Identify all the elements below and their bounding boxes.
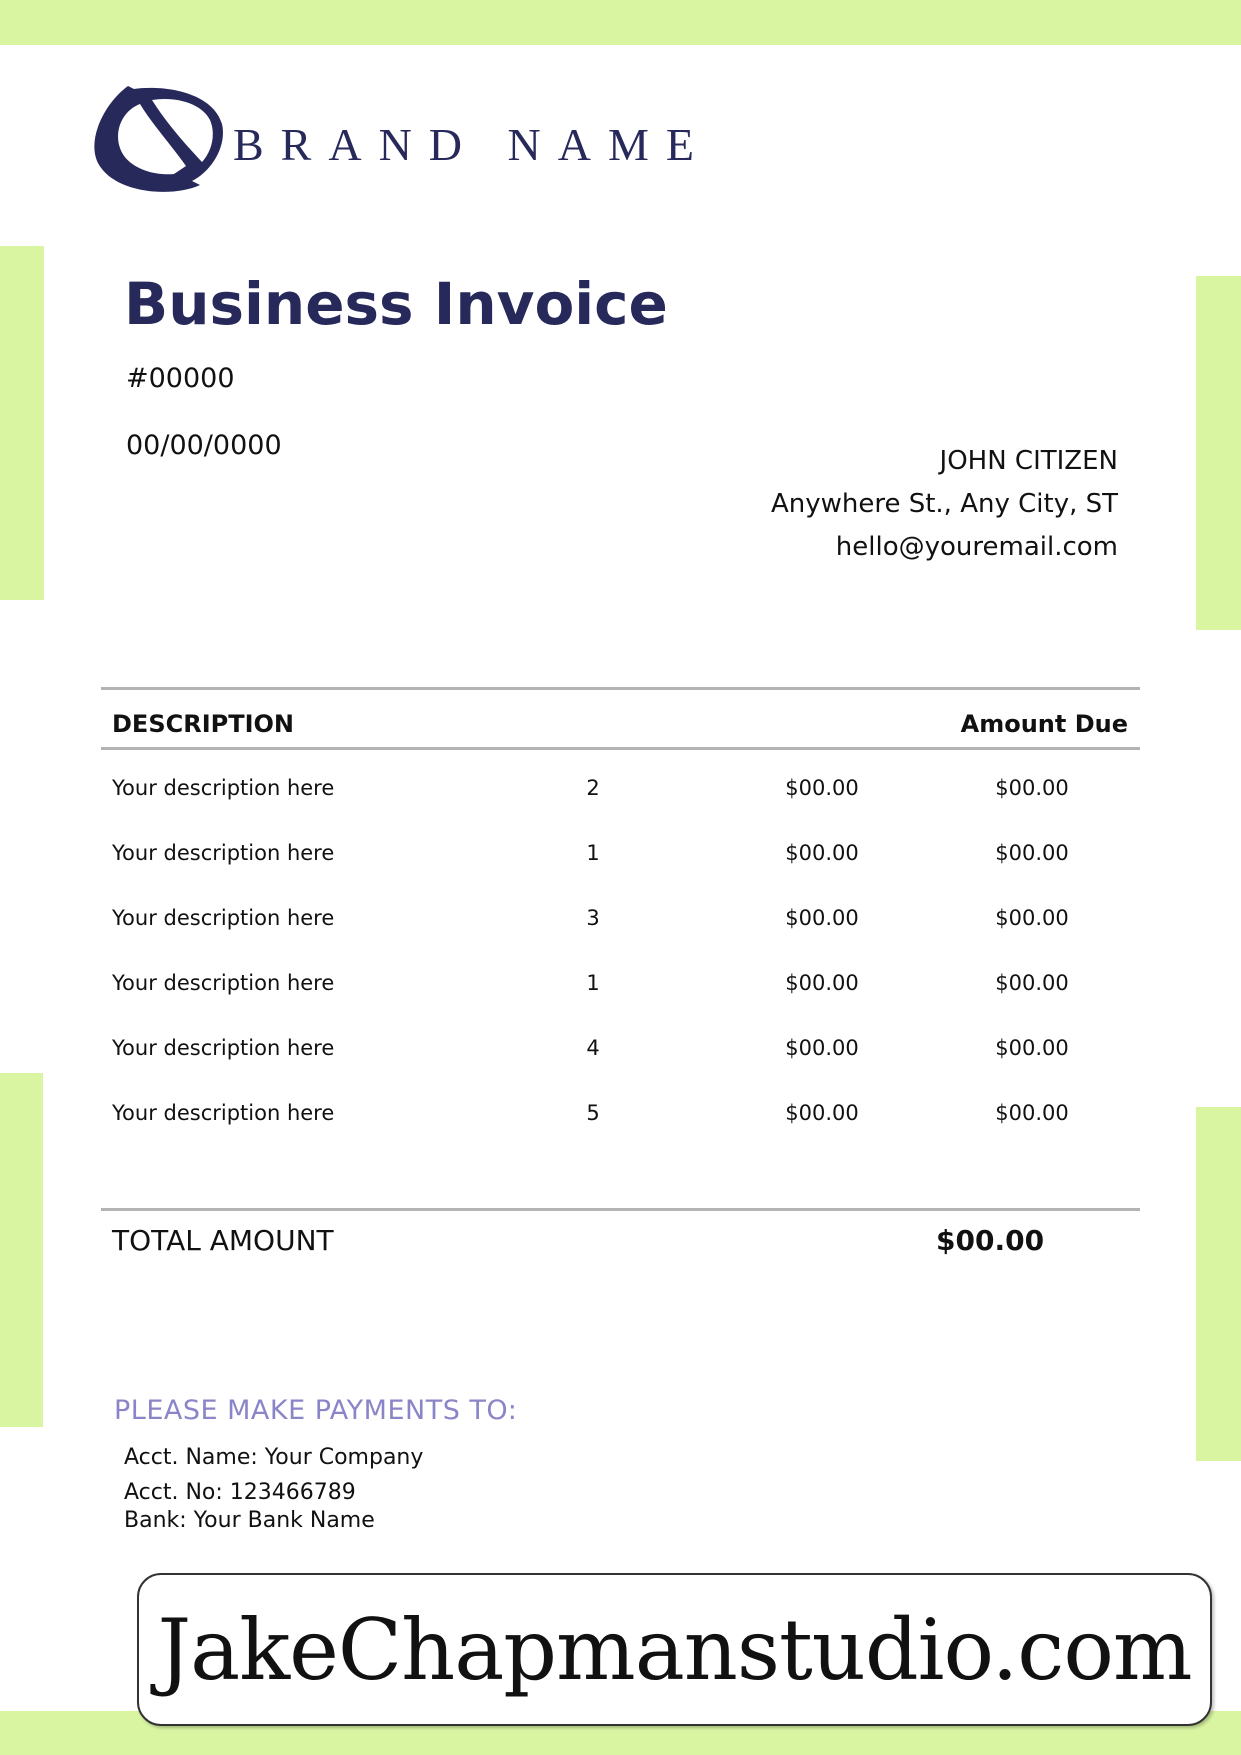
- total-rule: [101, 1208, 1140, 1211]
- row-amount: $00.00: [995, 1101, 1069, 1125]
- header-description: DESCRIPTION: [112, 710, 295, 738]
- right-accent-bar-upper: [1196, 276, 1241, 630]
- row-unit-price: $00.00: [785, 776, 859, 800]
- row-amount: $00.00: [995, 906, 1069, 930]
- row-quantity: 5: [586, 1101, 600, 1125]
- row-description: Your description here: [112, 1036, 335, 1060]
- table-header-rule: [101, 747, 1140, 750]
- right-accent-bar-lower: [1196, 1107, 1241, 1461]
- row-amount: $00.00: [995, 841, 1069, 865]
- invoice-date: 00/00/0000: [126, 430, 282, 461]
- row-amount: $00.00: [995, 971, 1069, 995]
- row-unit-price: $00.00: [785, 1101, 859, 1125]
- payment-heading: PLEASE MAKE PAYMENTS TO:: [114, 1395, 518, 1426]
- brand-name: BRAND NAME: [233, 119, 711, 170]
- top-accent-bar: [0, 0, 1241, 45]
- left-accent-bar-upper: [0, 246, 44, 600]
- client-address: Anywhere St., Any City, ST: [770, 489, 1118, 519]
- payment-bank: Bank: Your Bank Name: [124, 1508, 375, 1533]
- table-row: [0, 1036, 1241, 1076]
- table-row: [0, 841, 1241, 881]
- client-name: JOHN CITIZEN: [939, 446, 1118, 476]
- row-unit-price: $00.00: [785, 906, 859, 930]
- row-description: Your description here: [112, 841, 335, 865]
- total-label: TOTAL AMOUNT: [112, 1224, 334, 1257]
- row-description: Your description here: [112, 1101, 335, 1125]
- watermark-text: JakeChapmanstudio.com: [157, 1600, 1192, 1699]
- table-row: [0, 776, 1241, 816]
- row-quantity: 1: [586, 841, 600, 865]
- client-info: [771, 440, 1118, 569]
- row-quantity: 3: [586, 906, 600, 930]
- row-amount: $00.00: [995, 1036, 1069, 1060]
- invoice-title: Business Invoice: [124, 270, 668, 338]
- row-unit-price: $00.00: [785, 841, 859, 865]
- payment-account-name: Acct. Name: Your Company: [124, 1445, 424, 1470]
- row-amount: $00.00: [995, 776, 1069, 800]
- row-description: Your description here: [112, 776, 335, 800]
- row-quantity: 4: [586, 1036, 600, 1060]
- row-quantity: 1: [586, 971, 600, 995]
- client-email[interactable]: hello@youremail.com: [835, 532, 1118, 562]
- row-unit-price: $00.00: [785, 1036, 859, 1060]
- table-row: [0, 1101, 1241, 1141]
- row-description: Your description here: [112, 971, 335, 995]
- row-description: Your description here: [112, 906, 335, 930]
- table-row: [0, 906, 1241, 946]
- table-top-rule: [101, 687, 1140, 690]
- row-quantity: 2: [586, 776, 600, 800]
- row-unit-price: $00.00: [785, 971, 859, 995]
- total-value: $00.00: [936, 1224, 1045, 1257]
- invoice-number: #00000: [126, 363, 235, 394]
- table-row: [0, 971, 1241, 1011]
- watermark-banner: [137, 1573, 1212, 1726]
- payment-account-number: Acct. No: 123466789: [124, 1480, 356, 1505]
- header-amount-due: Amount Due: [960, 710, 1128, 738]
